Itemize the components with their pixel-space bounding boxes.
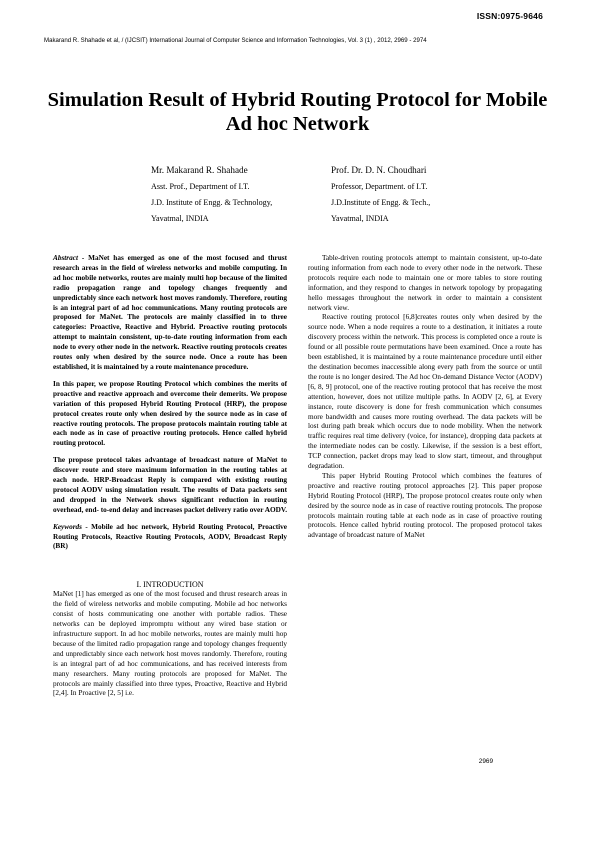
body-paragraph: Table-driven routing protocols attempt to maintain consistent, up-to-date routing information from each node to every other node in the network. These protocols require each node to maintain one or more tables to store routing information, and they respond to changes in network topology by propagating hello messages throughout the network in order to maintain a consistent network view. bbox=[308, 254, 542, 312]
running-header: Makarand R. Shahade et al, / (IJCSIT) International Journal of Computer Science and Information Technologies, Vol. 3 (1) , 2012, 2969 - 2974 bbox=[44, 37, 427, 44]
author-position: Professor, Department. of I.T. bbox=[331, 182, 428, 191]
author-city: Yavatmal, INDIA bbox=[331, 214, 389, 224]
keywords-label: Keywords - bbox=[53, 522, 88, 531]
author-institute: J.D.Institute of Engg. & Tech., bbox=[331, 198, 431, 208]
author-position: Asst. Prof., Department of I.T. bbox=[151, 182, 250, 191]
abstract-paragraph: In this paper, we propose Routing Protocol which combines the merits of proactive and reactive approach and overcome their demerits. We propose variation of this proposed Hybrid Routing Protocol (HRP), the propose protocol creates route only when desired by the source node as in case of reactive routing protocols. The propose protocols maintain routing table at each node as in case of proactive routing protocols. Hence called hybrid routing protocol. bbox=[53, 379, 287, 448]
author-institute: J.D. Institute of Engg. & Technology, bbox=[151, 198, 273, 208]
abstract-paragraph: The propose protocol takes advantage of broadcast nature of MaNet to discover route and store maximum information in the routing tables at each node. HRP-Broadcast Reply is compared with existing routing protocol AODV using simulation result. The results of Data packets sent and dropped in the Network shows significant reduction in routing overhead, end- to-end delay and increases packet delivery ratio over AODV. bbox=[53, 456, 288, 514]
abstract-label: Abstract - bbox=[53, 254, 85, 262]
abstract bbox=[53, 254, 287, 516]
paper-title: Simulation Result of Hybrid Routing Protocol for Mobile Ad hoc Network bbox=[47, 89, 548, 135]
body-paragraph: This paper Hybrid Routing Protocol which combines the features of proactive and reactive routing protocol approaches [2]. This paper propose Hybrid Routing Protocol (HRP), The propose protocol creates route only when desired by the source node as in case of reactive routing protocols. The propose protocols maintain routing table at each node as in case of proactive routing protocols. Hence called hybrid routing protocol. The proposed protocol takes advantage of broadcast nature of MaNet bbox=[308, 471, 542, 540]
author-name: Mr. Makarand R. Shahade bbox=[151, 165, 248, 175]
abstract-paragraph: Abstract - MaNet has emerged as one of the most focused and thrust research areas in the field of wireless networks and mobile computing. In ad hoc mobile networks, routes are mainly multi hop because of the limited radio propagation range and topology changes frequently and unpredictably since each network host moves randomly. Therefore, routing is an integral part of ad hoc communications. Many routing protocols are proposed for MaNet. The protocols are mainly classified in to three categories: Proactive, Reactive and Hybrid. Proactive routing protocols attempt to maintain consistent, up-to-date routing information from each node to every other node in the network. Reactive routing protocols creates routes only when desired by the source node. Once a route has been established, it is maintained by a route maintenance procedure. bbox=[53, 254, 287, 371]
author-city: Yavatmal, INDIA bbox=[151, 214, 209, 224]
left-column bbox=[53, 254, 287, 710]
author-name: Prof. Dr. D. N. Choudhari bbox=[331, 165, 427, 175]
page-number: 2969 bbox=[478, 758, 493, 765]
author-block bbox=[151, 162, 321, 228]
body-paragraph: Reactive routing protocol [6,8]creates routes only when desired by the source node. When a node requires a route to a destination, it initiates a route discovery process within the network. This process is completed once a route is found or all possible route permutations have been examined. Once a route has been established, it is maintained by a route maintenance procedure until either the destination becomes inaccessible along every path from the source or until the route is no longer desired. The Ad hoc On-demand Distance Vector (AODV) [6, 8, 9] protocol, one of the reactive routing protocol that has receive the most attention, however, does not utilize multiple paths. In AODV [2, 6], at Every instance, route discovery is done for fresh communication which consumes more bandwidth and causes more routing overhead. The data packets will be lost during path break which occurs due to node mobility. When the network traffic requires real time delivery (voice, for instance), dropping data packets at the intermediate nodes can be costly. Likewise, if the session is a best effort, TCP connection, packet drops may lead to slow start, timeout, and throughput degradation. bbox=[308, 313, 542, 471]
keywords: Keywords - Mobile ad hoc network, Hybrid Routing Protocol, Proactive Routing Protocols, Reactive Routing Protocols, AODV, Broadcast Reply (BR) bbox=[53, 522, 287, 551]
issn-label: ISSN:0975-9646 bbox=[476, 11, 543, 21]
author-block bbox=[331, 162, 501, 228]
section-heading: I. INTRODUCTION bbox=[136, 580, 204, 590]
right-column bbox=[308, 254, 542, 541]
body-paragraph: MaNet [1] has emerged as one of the most focused and thrust research areas in the field of wireless networks and mobile computing. Mobile ad hoc networks consist of hosts communicating one another with portable radios. These networks can be deployed impromptu without any wired base station or infrastructure support. In ad hoc mobile networks, routes are mainly multi hop because of the limited radio propagation range and topology changes frequently and unpredictably since each network host moves randomly. Therefore, routing is an integral part of ad hoc communications, and has received interests from many researchers. Many routing protocols are proposed for MaNet. The protocols are mainly classified into three types, Proactive, Reactive and Hybrid [2,4]. In Proactive [2, 5] i.e. bbox=[53, 590, 287, 698]
